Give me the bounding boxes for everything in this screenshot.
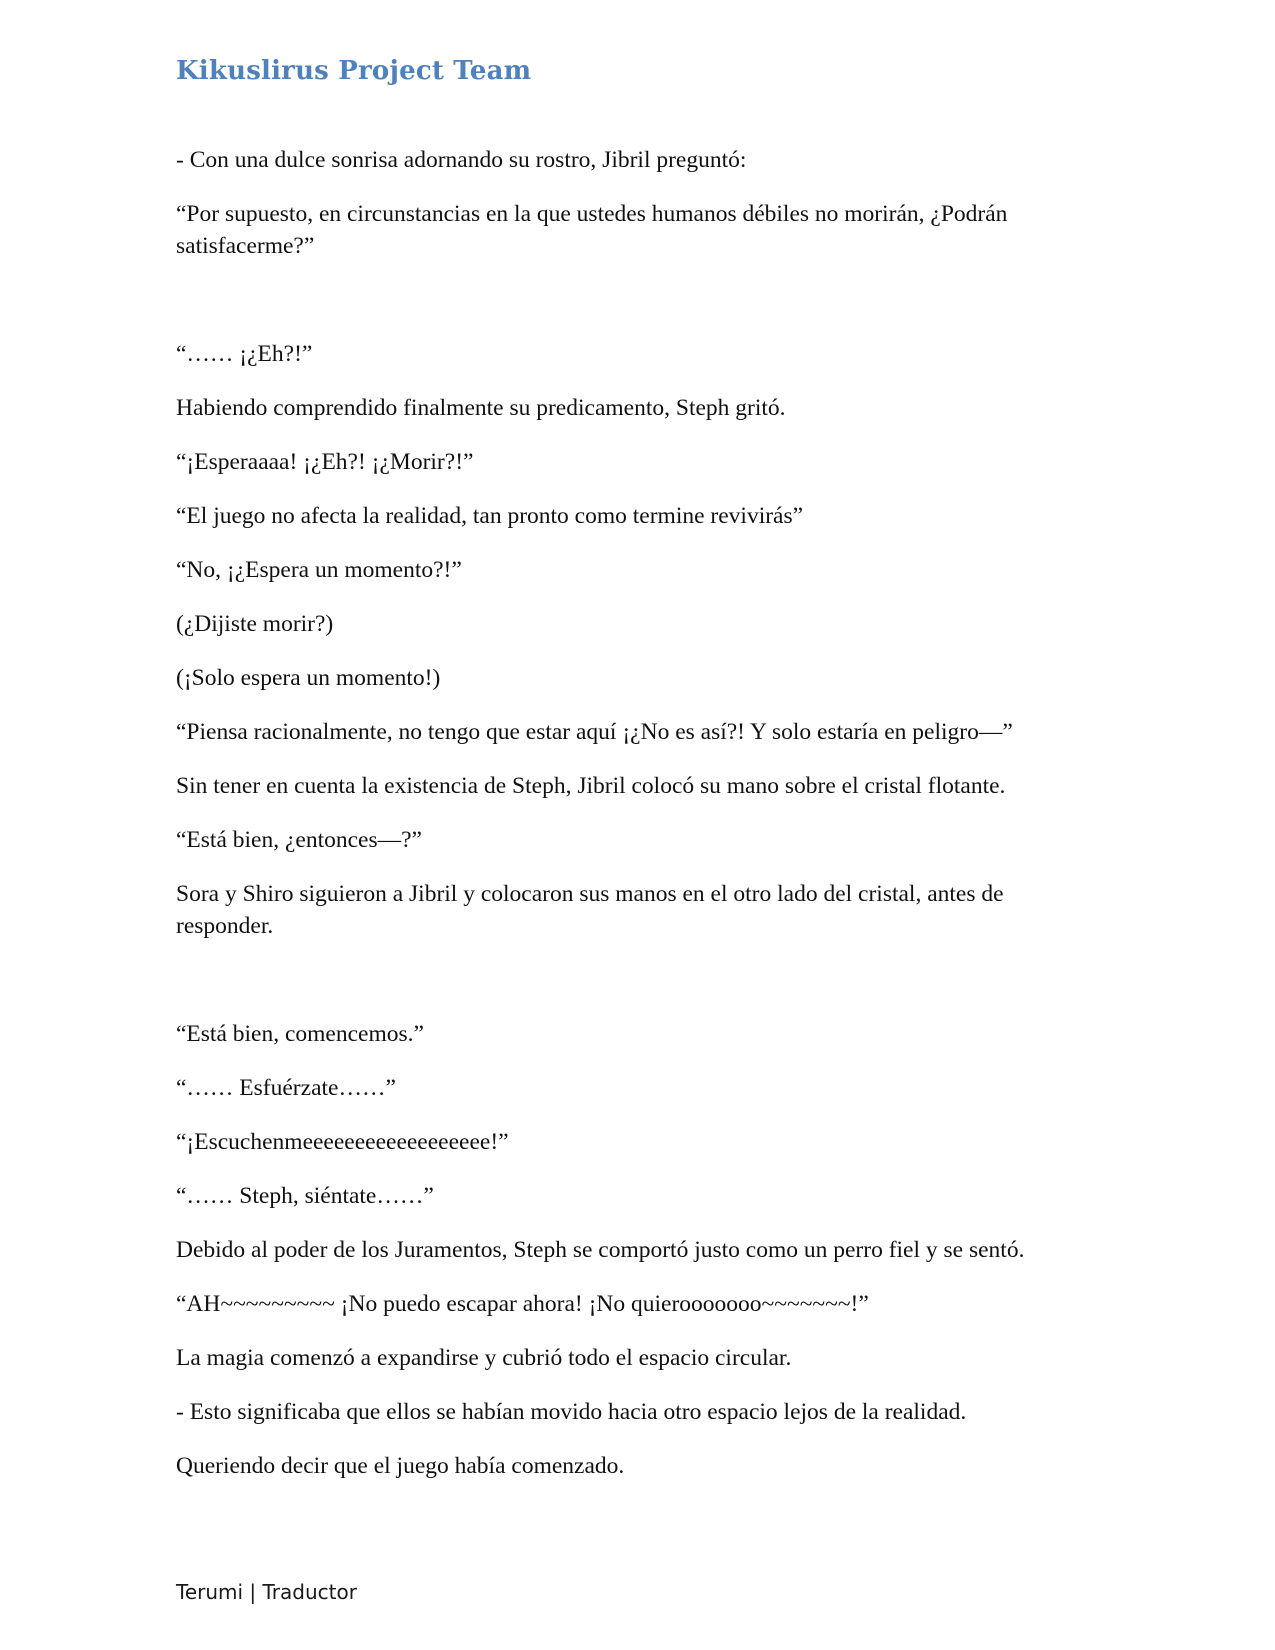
document-body	[176, 144, 1106, 1504]
blank-line	[176, 284, 1106, 338]
paragraph: (¡Solo espera un momento!)	[176, 665, 441, 691]
paragraph: La magia comenzó a expandirse y cubrió todo el espacio circular.	[176, 1345, 792, 1371]
paragraph: - Con una dulce sonrisa adornando su rostro, Jibril preguntó:	[176, 147, 747, 173]
paragraph: “Está bien, ¿entonces—?”	[176, 827, 422, 853]
paragraph: “No, ¡¿Espera un momento?!”	[176, 557, 462, 583]
paragraph: “AH~~~~~~~~~ ¡No puedo escapar ahora! ¡No quierooooooo~~~~~~~!”	[176, 1291, 869, 1317]
paragraph: “…… ¡¿Eh?!”	[176, 341, 313, 367]
paragraph: Habiendo comprendido finalmente su predicamento, Steph gritó.	[176, 395, 786, 421]
paragraph: Queriendo decir que el juego había comenzado.	[176, 1453, 625, 1479]
paragraph: “Por supuesto, en circunstancias en la que ustedes humanos débiles no morirán, ¿Podrán satisfacerme?”	[176, 201, 1008, 259]
paragraph: “…… Esfuérzate……”	[176, 1075, 396, 1101]
paragraph: “…… Steph, siéntate……”	[176, 1183, 434, 1209]
paragraph: “Piensa racionalmente, no tengo que estar aquí ¡¿No es así?! Y solo estaría en peligro—”	[176, 719, 1013, 745]
paragraph: “¡Escuchenmeeeeeeeeeeeeeeeeee!”	[176, 1129, 509, 1155]
paragraph: “El juego no afecta la realidad, tan pronto como termine revivirás”	[176, 503, 804, 529]
paragraph: Debido al poder de los Juramentos, Steph se comportó justo como un perro fiel y se sentó.	[176, 1237, 1025, 1263]
footer-credit: Terumi | Traductor	[176, 1580, 357, 1604]
paragraph: (¿Dijiste morir?)	[176, 611, 334, 637]
paragraph: “¡Esperaaaa! ¡¿Eh?! ¡¿Morir?!”	[176, 449, 474, 475]
header-title: Kikuslirus Project Team	[176, 56, 532, 86]
paragraph: Sora y Shiro siguieron a Jibril y colocaron sus manos en el otro lado del cristal, antes de responder.	[176, 881, 1004, 939]
paragraph: Sin tener en cuenta la existencia de Steph, Jibril colocó su mano sobre el cristal flotante.	[176, 773, 1006, 799]
blank-line	[176, 964, 1106, 1018]
paragraph: - Esto significaba que ellos se habían movido hacia otro espacio lejos de la realidad.	[176, 1399, 967, 1425]
paragraph: “Está bien, comencemos.”	[176, 1021, 424, 1047]
